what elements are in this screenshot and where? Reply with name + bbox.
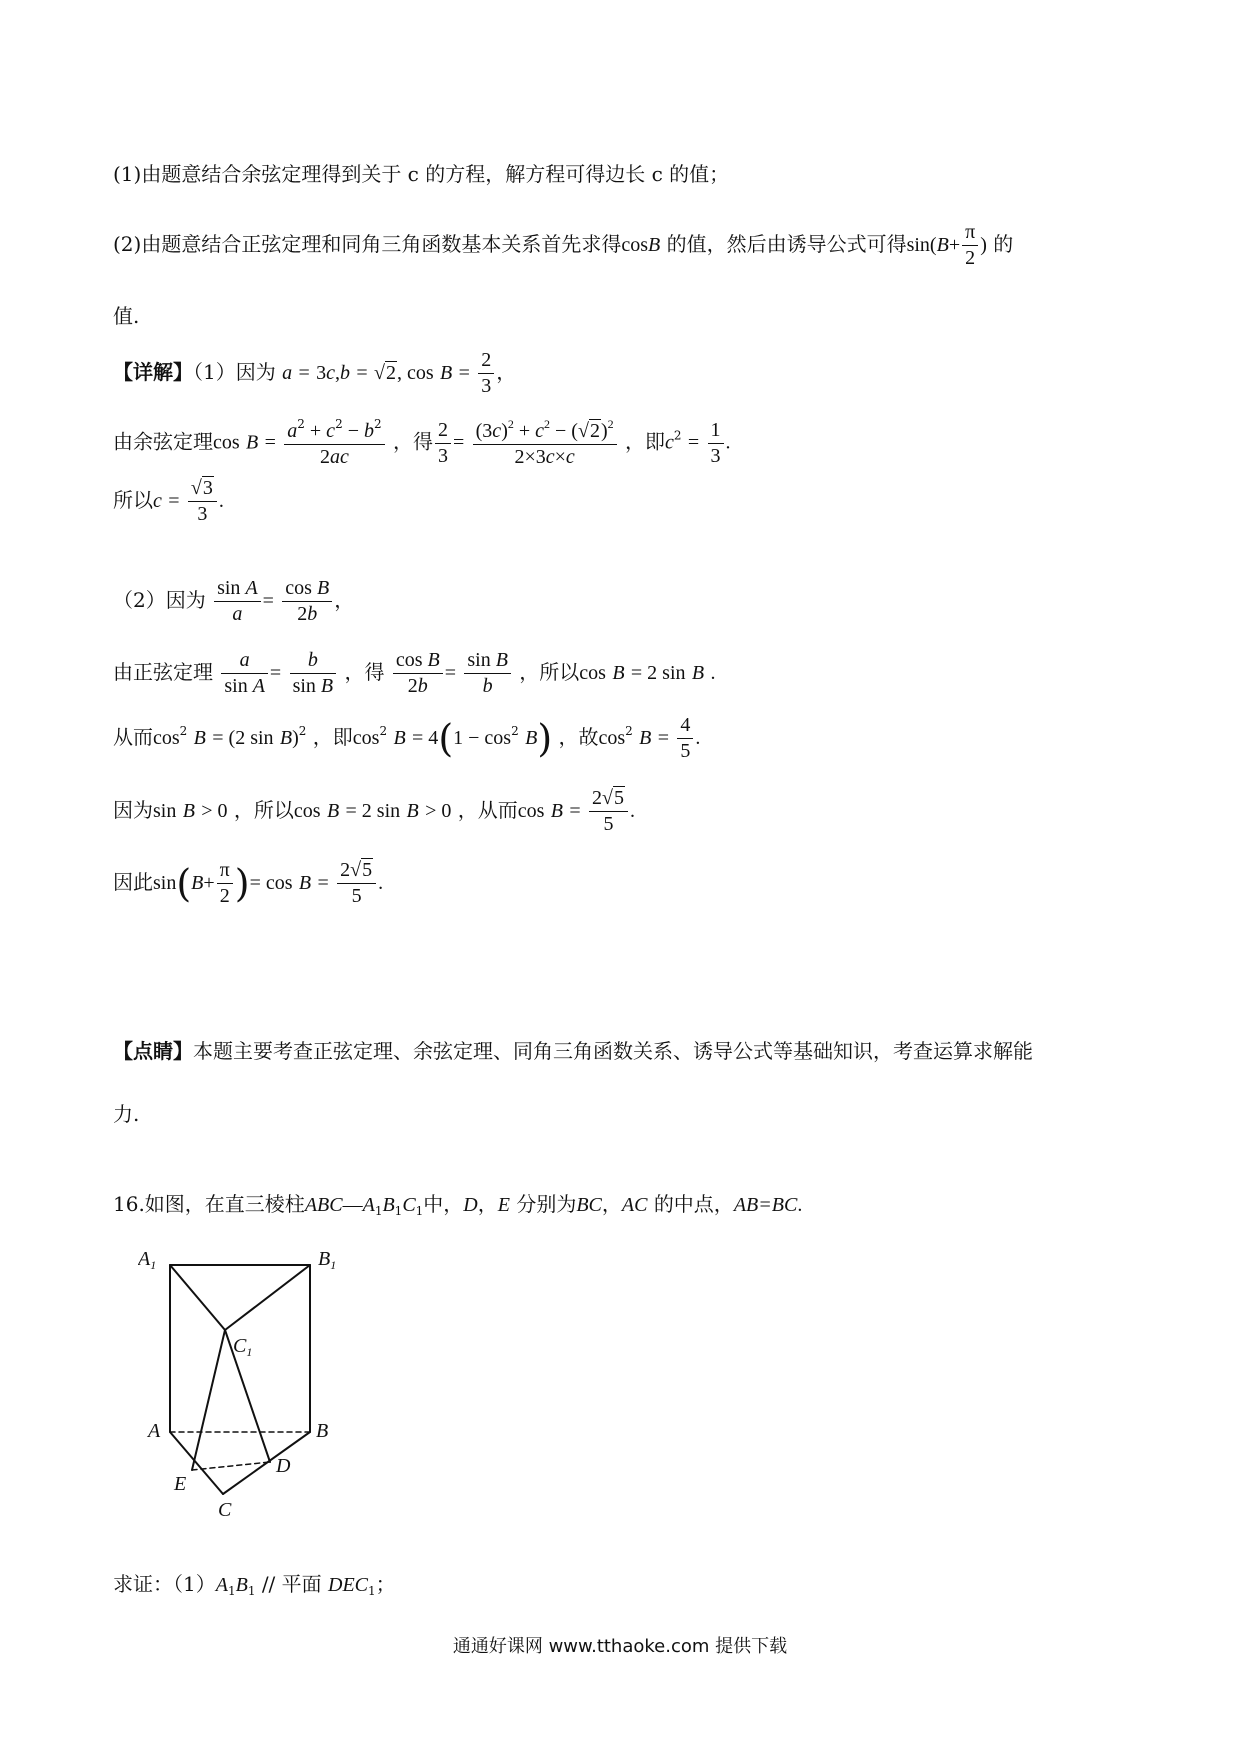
detail-line-6: 从而$\cos^2 B = (2$ sin B)$^2$ ，即$\cos^2 B = 4(1 - \cos^2 B)$ ，故$\cos^2 B$ = $\frac{4}{5}$ .	[113, 714, 701, 762]
problem16-stem: 16.如图，在直三棱柱$ABC—A_1B_1C_1$中，D，E 分别为BC，AC 的中点，AB=BC.	[113, 1192, 803, 1218]
analysis-line-3: 值.	[113, 304, 140, 328]
edge-c1-e	[192, 1330, 225, 1470]
comment-line-2: 力.	[113, 1102, 140, 1126]
label-e: E	[174, 1473, 187, 1495]
detail-line-4: （2）因为 $\frac{\text{sin A}}{a}$ = $\frac{\text{cos B}}{2b}$ ，	[113, 577, 355, 625]
detail-line-8: 因此sin(B+ $\frac{\pi}{2}$ )= cos B = $\frac{2√5}{5}$ .	[113, 859, 384, 907]
label-b1: $B_1$	[318, 1248, 337, 1272]
label-c: C	[218, 1499, 232, 1521]
label-c1: $C_1$	[233, 1335, 253, 1359]
label-a1: $A_1$	[138, 1248, 157, 1272]
comment-line-1: 【点睛】本题主要考查正弦定理、余弦定理、同角三角函数关系、诱导公式等基础知识，考查运算求解能	[113, 1039, 1033, 1063]
detail-line-3: 所以c = $\frac{√3}{3}$ .	[113, 477, 224, 525]
edge-b1-c1	[225, 1265, 310, 1330]
label-b: B	[316, 1420, 329, 1442]
detail-line-7: 因为sin B > 0 ，所以cos B = 2 sin B > 0 ，从而cos B = $\frac{2√5}{5}$ .	[113, 787, 635, 835]
edge-a1-c1	[170, 1265, 225, 1330]
detail-line-2: 由余弦定理cos B = $\frac{a^2 + c^2 - b^2}{2ac}$ ，得 $\frac{2}{3}$ = $\frac{(3c)^2 + c^2 - (√2)^2}{2\times 3c\times c}$ ，即$c^2$ = $\frac{1}{3}$ .	[113, 417, 731, 468]
footer-text: 通通好课网 www.tthaoke.com 提供下载	[452, 1636, 788, 1657]
prism-figure	[138, 1232, 358, 1522]
detail-line-1: 【详解】（1）因为 a = 3c,b = √2, cos B = $\frac{2}{3}$ ，	[113, 349, 517, 397]
problem16-prove: 求证：$(1)A_1B_1$ // 平面 $DEC_1$；	[113, 1572, 396, 1598]
analysis-line-1: (1)由题意结合余弦定理得到关于 c 的方程，解方程可得边长 c 的值；	[113, 162, 730, 186]
analysis-line-2: (2)由题意结合正弦定理和同角三角函数基本关系首先求得cosB 的值，然后由诱导公式可得sin(B+ $\frac{\pi}{2}$ ) 的	[113, 221, 1014, 269]
label-a: A	[148, 1420, 161, 1442]
label-d: D	[276, 1455, 291, 1477]
detail-line-5: 由正弦定理 $\frac{a}{\text{sin A}}$ = $\frac{b}{\text{sin B}}$ ，得 $\frac{\text{cos B}}{2b}$ = $\frac{\text{sin B}}{b}$ ，所以cos B = 2 sin B .	[113, 649, 716, 697]
